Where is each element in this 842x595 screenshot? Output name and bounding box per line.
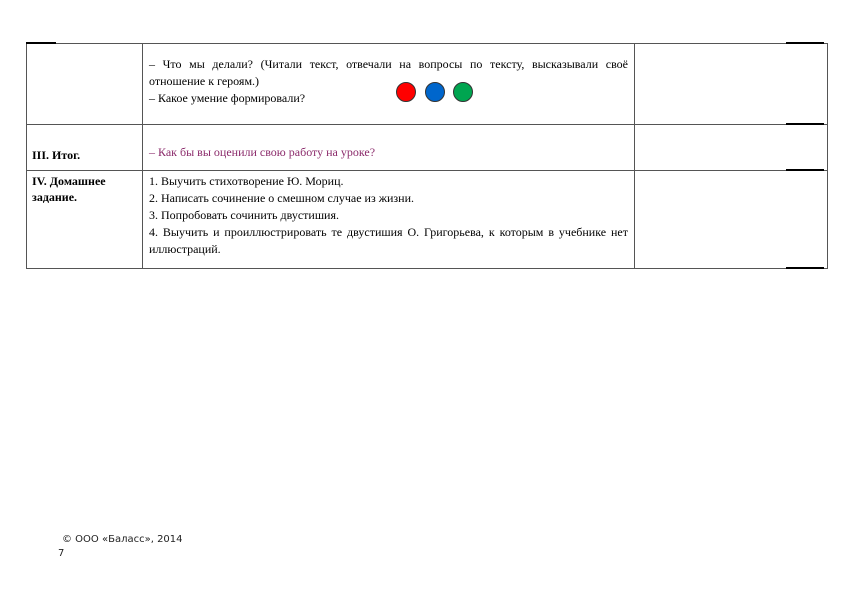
copyright-text: © ООО «Баласс», 2014 — [62, 534, 183, 545]
activity-cell — [143, 125, 635, 171]
notes-cell — [635, 171, 828, 269]
homework-item: 1. Выучить стихотворение Ю. Мориц. — [149, 174, 344, 188]
table-corner-mark — [786, 123, 824, 125]
self-assessment-dots — [396, 82, 476, 102]
notes-cell — [635, 44, 828, 125]
page-number: 7 — [58, 548, 65, 559]
page-footer — [58, 533, 183, 561]
homework-item: 4. Выучить и проиллюстрировать те двустишия О. Григорьева, к которым в учебнике нет иллюстраций. — [149, 225, 628, 256]
blue-circle-icon — [425, 82, 445, 102]
green-circle-icon — [453, 82, 473, 102]
activity-cell — [143, 44, 635, 125]
table-corner-mark — [786, 42, 824, 44]
stage-title-homework: IV. Домашнее задание. — [32, 174, 106, 204]
evaluation-question: – Как бы вы оценили свою работу на уроке? — [149, 145, 376, 159]
table-corner-mark — [786, 267, 824, 269]
stage-title-summary: III. Итог. — [32, 148, 81, 162]
table-corner-mark — [26, 42, 56, 44]
stage-cell-empty — [27, 44, 143, 125]
homework-item: 3. Попробовать сочинить двустишия. — [149, 208, 340, 222]
reflection-question-2: – Какое умение формировали? — [149, 91, 306, 105]
notes-cell — [635, 125, 828, 171]
stage-cell — [27, 125, 143, 171]
table-corner-mark — [786, 169, 824, 171]
stage-cell — [27, 171, 143, 269]
lesson-plan-table — [26, 43, 828, 269]
table-row — [27, 125, 828, 171]
table-row — [27, 171, 828, 269]
homework-item: 2. Написать сочинение о смешном случае из жизни. — [149, 191, 415, 205]
red-circle-icon — [396, 82, 416, 102]
reflection-question-1: – Что мы делали? (Читали текст, отвечали на вопросы по тексту, высказывали своё отношение к героям.) — [149, 57, 628, 88]
activity-cell — [143, 171, 635, 269]
